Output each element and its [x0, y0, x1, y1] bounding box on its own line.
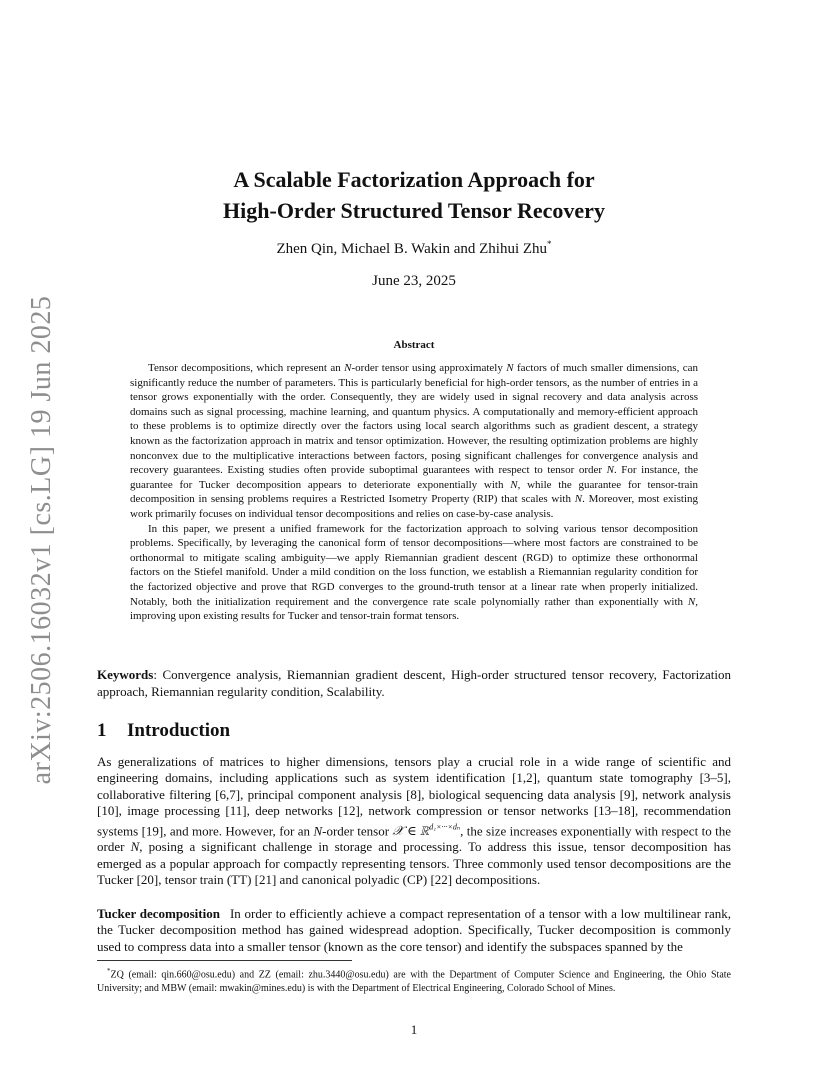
- arxiv-stamp: [18, 295, 66, 785]
- tucker-text: In order to efficiently achieve a compact representation of a tensor with a low multilinear rank, the Tucker decomposition method has gained widespread adoption. Specifically, Tucker decomposition is commonly used to compress data into a smaller tensor (known as the core tensor) and identify the subspaces spanned by the: [97, 906, 731, 954]
- footnote-mark: *: [107, 967, 111, 975]
- tucker-heading: Tucker decomposition: [97, 906, 220, 921]
- abstract-paragraph-1: Tensor decompositions, which represent an N-order tensor using approximately N factors of much smaller dimensions, can significantly reduce the number of parameters. This is particularly beneficial for high-order tensors, as the number of entries in a tensor grows exponentially with the order. Consequently, they are widely used in signal recovery and data analysis across domains such as signal processing, machine learning, and quantum physics. A computationally and memory-efficient approach to these problems is to optimize directly over the factors using local search algorithms such as gradient descent, a strategy known as the factorization approach in matrix and tensor optimization. However, the resulting optimization problems are highly nonconvex due to the multiplicative interactions between factors, posing significant challenges for convergence analysis and recovery guarantees. Existing studies often provide suboptimal guarantees with respect to tensor order N. For instance, the guarantee for Tucker decomposition appears to deteriorate exponentially with N, while the guarantee for tensor-train decomposition in sensing problems requires a Restricted Isometry Property (RIP) that scales with N. Moreover, most existing work primarily focuses on individual tensor decompositions and relies on case-by-case analysis.: [130, 362, 698, 520]
- introduction-paragraph: As generalizations of matrices to higher dimensions, tensors play a crucial role in a wide range of scientific and engineering domains, including applications such as system identification [1,2], quantum state tomography [3–5], collaborative filtering [6,7], principal component analysis [8], biological sequencing data analysis [9], network analysis [10], image processing [11], deep networks [12], network compression or tensor networks [13–18], recommendation systems [19], and more. However, for an N-order tensor 𝒳 ∈ ℝ$^{d_1\times\cdot\cdot\cdot\times d_n}$, the size increases exponentially with respect to the order N, posing a significant challenge in storage and processing. To address this issue, tensor decomposition has emerged as a popular approach for compactly representing tensors. Three commonly used tensor decompositions are the Tucker [20], tensor train (TT) [21] and canonical polyadic (CP) [22] decompositions.: [97, 754, 731, 888]
- footnote-rule: [97, 960, 352, 961]
- footnote-text: ZQ (email: qin.660@osu.edu) and ZZ (email: zhu.3440@osu.edu) are with the Department of Computer Science and Engineering, the Ohio State University; and MBW (email: mwakin@mines.edu) is with the Department of Electrical Engineering, Colorado School of Mines.: [97, 969, 731, 995]
- abstract-heading: Abstract: [393, 339, 435, 351]
- keywords-label: Keywords: [97, 667, 154, 682]
- author-footnote-mark: *: [547, 239, 552, 249]
- section-heading-introduction: [97, 720, 230, 742]
- section-title: Introduction: [127, 720, 231, 741]
- page-number: 1: [410, 1022, 418, 1037]
- tucker-paragraph: [97, 906, 731, 955]
- footnote: [97, 964, 731, 996]
- paper-date: June 23, 2025: [372, 273, 456, 289]
- abstract-paragraph-2: In this paper, we present a unified framework for the factorization approach to solving various tensor decomposition problems. Specifically, by leveraging the canonical form of tensor decompositions—where most factors are constrained to be orthonormal to mitigate scaling ambiguity—we apply Riemannian gradient descent (RGD) to optimize these orthonormal factors on the Stiefel manifold. Under a mild condition on the loss function, we establish a Riemannian regularity condition for the factorized objective and prove that RGD converges to the ground-truth tensor at a linear rate when properly initialized. Notably, both the initialization requirement and the convergence rate scale polynomially rather than exponentially with N, improving upon existing results for Tucker and tensor-train format tensors.: [130, 522, 698, 623]
- title-line-2: High-Order Structured Tensor Recovery: [223, 198, 605, 223]
- paper-title: [0, 164, 828, 226]
- abstract-body: [130, 361, 698, 624]
- tensor-expression: 𝒳 ∈ ℝ$^{d_1\times\cdot\cdot\cdot\times d_n}$: [392, 822, 461, 838]
- keywords: [97, 666, 731, 700]
- keywords-text: : Convergence analysis, Riemannian gradient descent, High-order structured tensor recovery, Factorization approach, Riemannian regularity condition, Scalability.: [97, 667, 731, 699]
- author-list: [0, 241, 828, 258]
- section-number: 1: [97, 720, 107, 741]
- arxiv-identifier: arXiv:2506.16032v1 [cs.LG] 19 Jun 2025: [26, 295, 57, 785]
- author-names: Zhen Qin, Michael B. Wakin and Zhihui Zhu: [276, 241, 548, 257]
- title-line-1: A Scalable Factorization Approach for: [233, 167, 595, 192]
